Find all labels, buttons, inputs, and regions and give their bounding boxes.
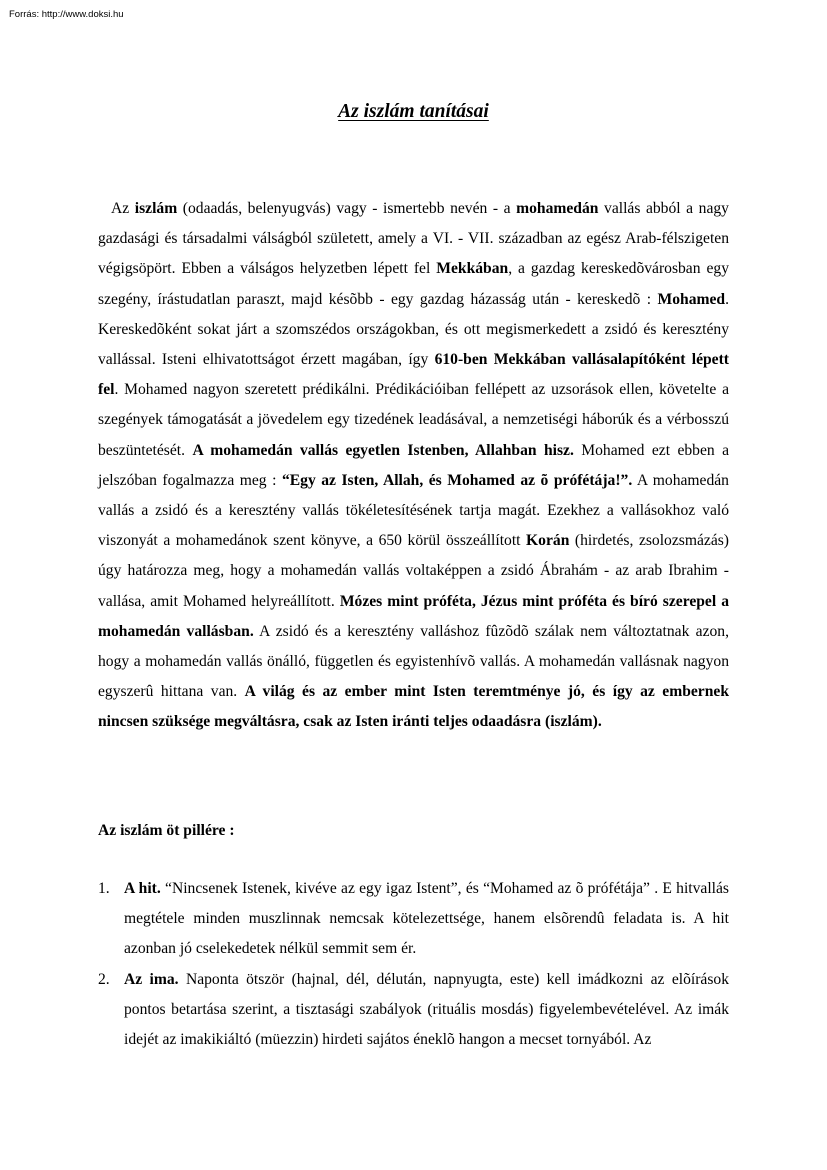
pillar-list [98, 874, 729, 1055]
text-run: (odaadás, belenyugvás) vagy - ismertebb nevén - a [177, 200, 517, 217]
bold-run: Mekkában [436, 260, 509, 278]
intro-paragraph [98, 194, 729, 738]
source-line: Forrás: http://www.doksi.hu [9, 9, 124, 20]
list-number: 1. [98, 880, 110, 897]
bold-run: Mózes mint próféta, Jézus mint próféta és bíró szerepel a mohamedán vallásban. [98, 592, 729, 640]
bold-run: Korán [526, 532, 570, 550]
bold-run: A mohamedán vallás egyetlen Istenben, Allahban hisz. [192, 441, 574, 459]
bold-run: A világ és az ember mint Isten teremtménye jó, és így az embernek nincsen szüksége megváltásra, csak az Isten iránti teljes odaadásra (iszlám). [98, 683, 729, 731]
list-number: 2. [98, 970, 110, 988]
list-item-title: A hit. [124, 880, 161, 897]
bold-run: mohamedán [516, 200, 599, 217]
text-run: Mohamed ezt ebben a jelszóban fogalmazza meg : [98, 441, 729, 489]
text-run: , a gazdag kereskedõvárosban egy szegény, írástudatlan paraszt, majd késõbb - egy gazdag házasság után - kereskedõ : [98, 260, 729, 308]
text-run: A mohamedán vallás a zsidó és a keresztény vallás tökéletesítésének tartja magát. Ezekhez a vallásokhoz való viszonyát a mohamedánok szent könyve, a 650 körül összeállított [98, 471, 729, 550]
bold-run: “Egy az Isten, Allah, és Mohamed az õ prófétája!”. [281, 471, 633, 489]
text-run: . Mohamed nagyon szeretett prédikálni. Prédikációiban fellépett az uzsorások ellen, követelte a szegények támogatását a jövedelem egy tizedének leadásával, a nemzetiségi háborúk és a vérbosszú beszüntetését. [98, 381, 729, 459]
text-run: Az [111, 200, 135, 217]
list-item [98, 874, 729, 965]
text-run: (hirdetés, zsolozsmázás) úgy határozza meg, hogy a mohamedán vallás voltaképpen a zsidó Ábrahám - az arab Ibrahim - vallása, amit Mohamed helyreállított. [98, 532, 729, 610]
text-run: A zsidó és a keresztény valláshoz fûzõdõ szálak nem változtatnak azon, hogy a mohamedán vallás önálló, független és egyistenhívõ vallás. A mohamedán vallásnak nagyon egyszerû hittana van. [98, 622, 729, 701]
pillars-heading: Az iszlám öt pillére : [98, 822, 235, 839]
document-title: Az iszlám tanításai [338, 101, 489, 122]
text-run: . Kereskedõként sokat járt a szomszédos országokban, és ott megismerkedett a zsidó és keresztény vallással. Isteni elhivatottságot érzett magában, így [98, 290, 729, 369]
bold-run: iszlám [134, 200, 178, 217]
list-item [98, 965, 729, 1056]
list-item-text: Naponta ötször (hajnal, dél, délután, napnyugta, este) kell imádkozni az elõírások pontos betartása szerint, a tisztasági szabályok (rituális mosdás) figyelembevételével. Az imák idejét az imakikiáltó (müezzin) hirdeti sajátos éneklõ hangon a mecset tornyából. Az [124, 970, 729, 1049]
list-item-text: “Nincsenek Istenek, kivéve az egy igaz Istent”, és “Mohamed az õ prófétája” . E hitvallás megtétele minden muszlinnak nemcsak kötelezettsége, hanem elsõrendû feladata is. A hit azonban jó cselekedetek nélkül semmit sem ér. [124, 880, 729, 958]
bold-run: Mohamed [657, 290, 726, 308]
bold-run: 610-ben Mekkában vallásalapítóként lépett fel [98, 351, 729, 399]
text-run: vallás abból a nagy gazdasági és társadalmi válságból született, amely a VI. - VII. században az egész Arab-félszigeten végigsöpört. Ebben a válságos helyzetben lépett fel [98, 200, 729, 278]
list-item-title: Az ima. [124, 970, 179, 988]
